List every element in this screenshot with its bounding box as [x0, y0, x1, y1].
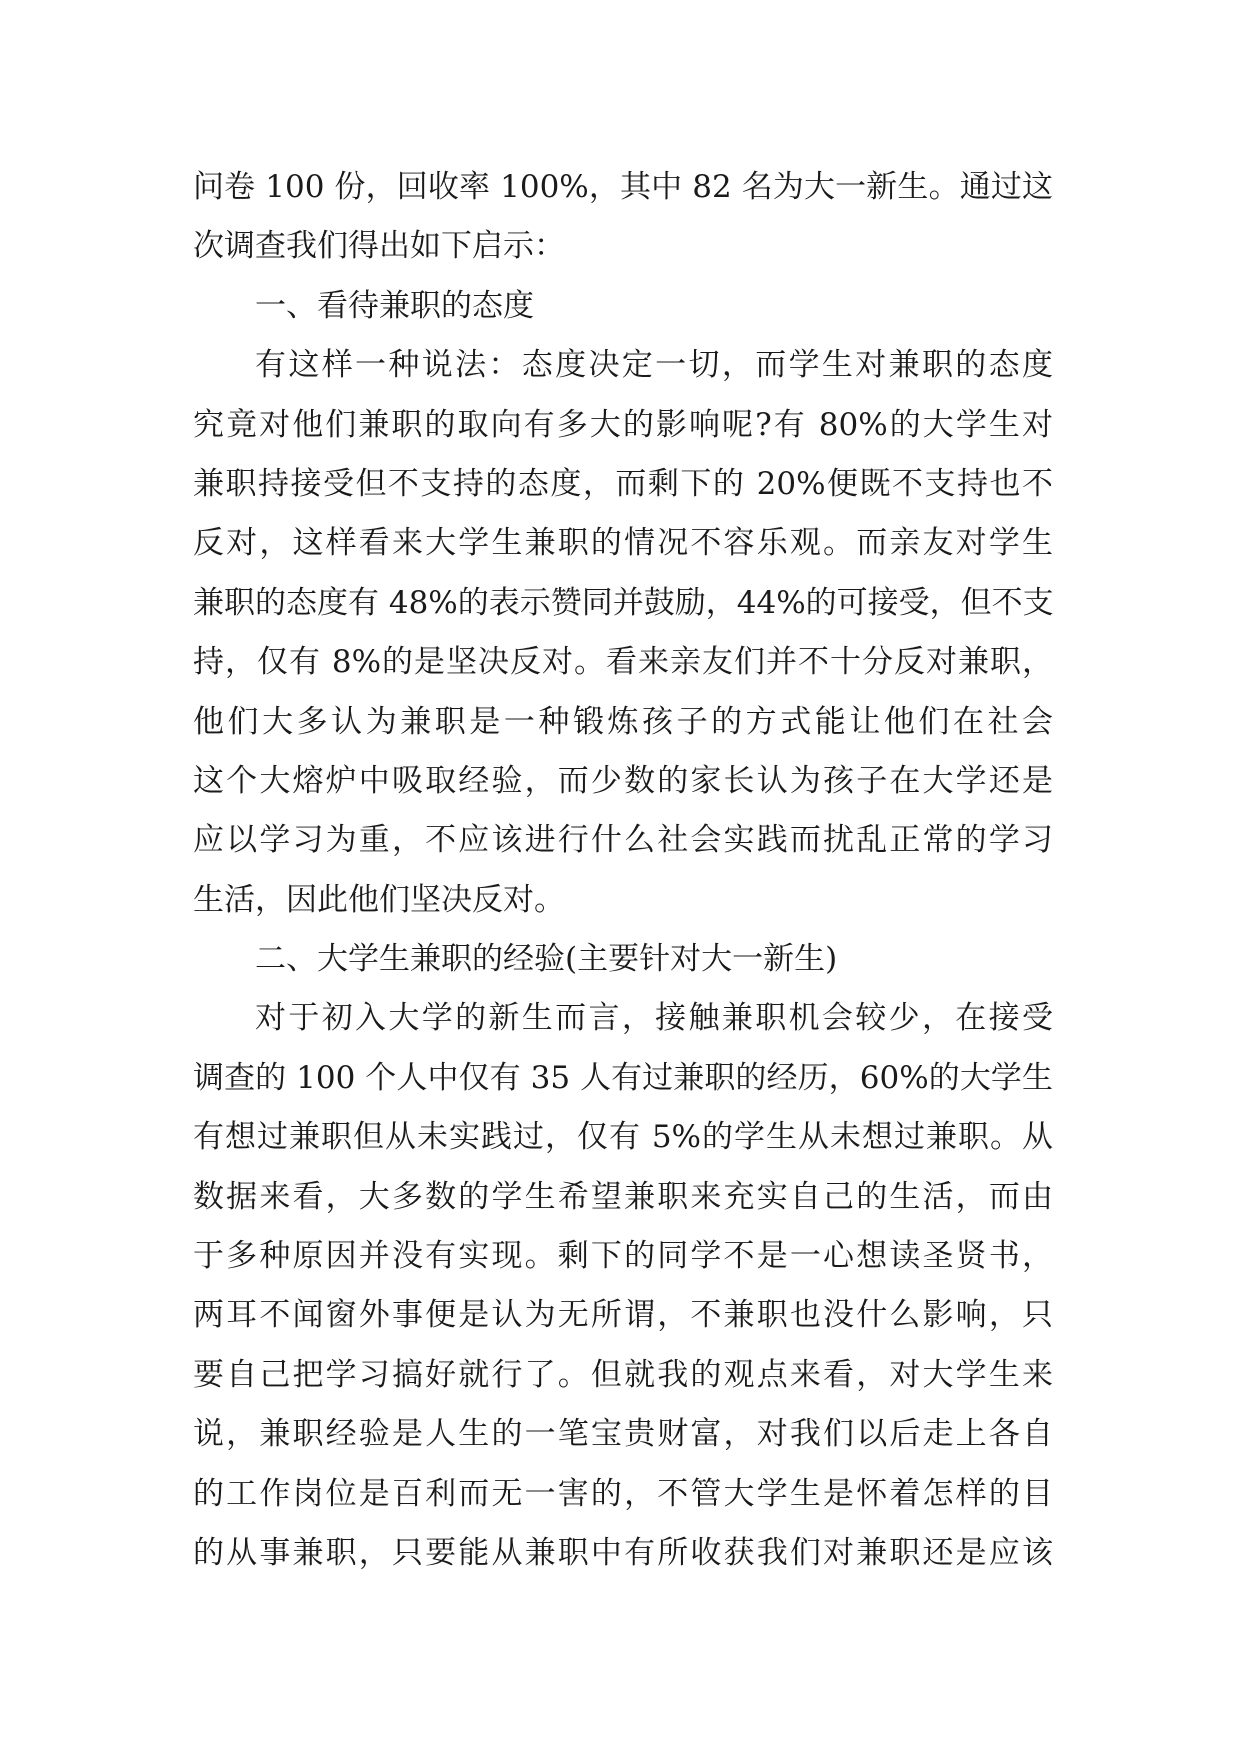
text-line: 两耳不闻窗外事便是认为无所谓，不兼职也没什么影响，只 — [193, 1297, 1053, 1334]
text-line: 二、大学生兼职的经验(主要针对大一新生) — [255, 941, 838, 978]
text-line: 究竟对他们兼职的取向有多大的影响呢?有 80%的大学生对 — [193, 406, 1053, 443]
text-line: 有这样一种说法：态度决定一切，而学生对兼职的态度 — [255, 347, 1053, 384]
text-line: 反对，这样看来大学生兼职的情况不容乐观。而亲友对学生 — [193, 525, 1053, 562]
text-line: 的从事兼职，只要能从兼职中有所收获我们对兼职还是应该 — [193, 1534, 1053, 1571]
text-line: 次调查我们得出如下启示： — [193, 228, 565, 265]
text-line: 于多种原因并没有实现。剩下的同学不是一心想读圣贤书， — [193, 1238, 1053, 1275]
paragraph — [193, 277, 1053, 336]
paragraph — [193, 989, 1053, 1583]
paragraph — [193, 930, 1053, 989]
text-line: 数据来看，大多数的学生希望兼职来充实自己的生活，而由 — [193, 1178, 1053, 1215]
text-line: 对于初入大学的新生而言，接触兼职机会较少，在接受 — [255, 1000, 1053, 1037]
paragraph — [193, 158, 1053, 277]
text-line: 持，仅有 8%的是坚决反对。看来亲友们并不十分反对兼职， — [193, 644, 1053, 681]
text-line: 有想过兼职但从未实践过，仅有 5%的学生从未想过兼职。从 — [193, 1119, 1053, 1156]
text-line: 应以学习为重，不应该进行什么社会实践而扰乱正常的学习 — [193, 822, 1053, 859]
body-text — [193, 158, 1053, 1583]
text-line: 生活，因此他们坚决反对。 — [193, 881, 565, 918]
text-line: 要自己把学习搞好就行了。但就我的观点来看，对大学生来 — [193, 1356, 1053, 1393]
text-line: 这个大熔炉中吸取经验，而少数的家长认为孩子在大学还是 — [193, 762, 1053, 799]
text-line: 一、看待兼职的态度 — [255, 287, 534, 324]
text-line: 说，兼职经验是人生的一笔宝贵财富，对我们以后走上各自 — [193, 1416, 1053, 1453]
text-line: 他们大多认为兼职是一种锻炼孩子的方式能让他们在社会 — [193, 703, 1053, 740]
text-line: 调查的 100 个人中仅有 35 人有过兼职的经历，60%的大学生 — [193, 1059, 1053, 1096]
text-line: 兼职的态度有 48%的表示赞同并鼓励，44%的可接受，但不支 — [193, 584, 1054, 621]
text-line: 的工作岗位是百利而无一害的，不管大学生是怀着怎样的目 — [193, 1475, 1053, 1512]
text-line: 问卷 100 份，回收率 100%，其中 82 名为大一新生。通过这 — [193, 169, 1053, 205]
paragraph — [193, 336, 1053, 930]
text-line: 兼职持接受但不支持的态度，而剩下的 20%便既不支持也不 — [193, 465, 1053, 502]
